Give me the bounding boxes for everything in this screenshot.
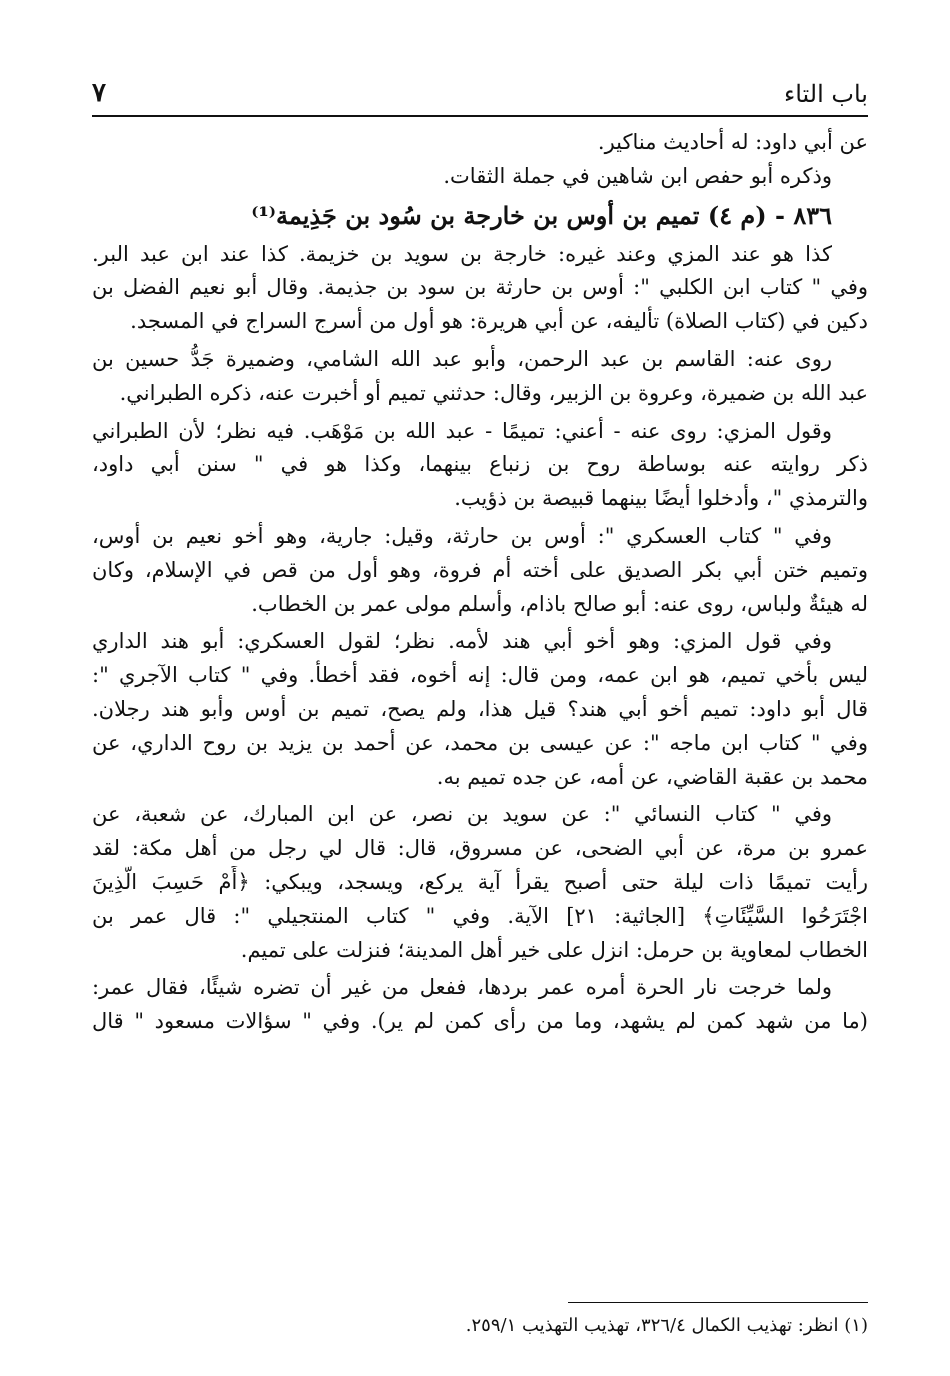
text-line: الخطاب لمعاوية بن حرمل: انزل على خير أهل المدينة؛ فنزلت على تميم. xyxy=(240,937,868,962)
text-line: ليس بأخي تميم، هو ابن عمه، ومن قال: إنه أخوه، فقد أخطأ. وفي " كتاب الآجري ": xyxy=(92,663,868,688)
text-line: وفي " كتاب ابن الكلبي ": أوس بن حارثة بن سود بن جذيمة. وقال أبو نعيم الفضل بن xyxy=(92,275,868,300)
text-line: ذكر روايته عنه بوساطة روح بن زنباع بينهما، وكذا هو في " سنن أبي داود، xyxy=(92,452,868,477)
text-line: دكين في (كتاب الصلاة) تأليفه، عن أبي هريرة: هو أول من أسرج السراج في المسجد. xyxy=(130,309,868,334)
text-line: قال أبو داود: تميم أخو أبي هند؟ قيل هذا، ولم يصح، تميم بن أوس وأبو هند رجلان. xyxy=(92,696,868,721)
body-text xyxy=(92,126,868,1039)
text-line: عن أبي داود: له أحاديث مناكير. xyxy=(597,130,868,154)
header-divider xyxy=(92,115,868,117)
text-line: عمرو بن مرة، عن أبي الضحى، عن مسروق، قال: قال لي رجل من أهل مكة: لقد xyxy=(92,836,868,861)
text-line: وفي " كتاب العسكري ": أوس بن حارثة، وقيل: جارية، وهو أخو نعيم بن أوس، xyxy=(92,523,832,548)
running-header xyxy=(92,68,868,108)
text-line: والترمذي "، وأدخلوا أيضًا بينهما قبيصة بن ذؤيب. xyxy=(454,486,868,511)
text-line: اجْتَرَحُوا السَّيِّئَاتِ﴾ [الجاثية: ٢١] الآية. وفي " كتاب المنتجيلي ": قال عمر بن xyxy=(92,903,868,928)
chapter-title: باب التاء xyxy=(783,80,868,108)
text-line: عبد الله بن ضميرة، وعروة بن الزبير، وقال: حدثني تميم أو أخبرت عنه، ذكره الطبراني. xyxy=(119,380,868,405)
text-line: وفي " كتاب النسائي ": عن سويد بن نصر، عن ابن المبارك، عن شعبة، عن xyxy=(92,802,832,827)
page-number: ٧ xyxy=(92,78,106,108)
text-line: كذا هو عند المزي وعند غيره: خارجة بن سويد بن خزيمة. كذا عند ابن عبد البر. xyxy=(92,241,832,266)
text-line: وفي " كتاب ابن ماجه ": عن عيسى بن محمد، عن أحمد بن يزيد بن روح الداري، عن xyxy=(92,730,868,755)
footnote-divider xyxy=(568,1302,868,1303)
text-line: وفي قول المزي: وهو أخو أبي هند لأمه. نظر؛ لقول العسكري: أبو هند الداري xyxy=(92,629,832,654)
text-line: وقول المزي: روى عنه - أعني: تميمًا - عبد الله بن مَوْهَب. فيه نظر؛ لأن الطبراني xyxy=(92,418,832,443)
text-line: له هيئةٌ ولباس، روى عنه: أبو صالح باذام، وأسلم مولى عمر بن الخطاب. xyxy=(251,591,868,616)
text-line: وذكره أبو حفص ابن شاهين في جملة الثقات. xyxy=(443,163,832,188)
text-line: روى عنه: القاسم بن عبد الرحمن، وأبو عبد الله الشامي، وضميرة جَدُّ حسين بن xyxy=(92,346,832,371)
text-line: رأيت تميمًا ذات ليلة حتى أصبح يقرأ آية يركع، ويسجد، ويبكي: ﴿أَمْ حَسِبَ الَّذِينَ xyxy=(92,869,868,894)
text-line: ولما خرجت نار الحرة أمره عمر بردها، ففعل من غير أن تضره شيئًا، فقال عمر: xyxy=(92,975,832,1000)
text-line: محمد بن عقبة القاضي، عن أمه، عن جده تميم به. xyxy=(436,764,868,789)
text-line: (ما من شهد كمن لم يشهد، وما من رأى كمن لم ير). وفي " سؤالات مسعود " قال xyxy=(92,1009,868,1034)
text-line: وتميم ختن أبي بكر الصديق على أخته أم فروة، وهو أول من قص في الإسلام، وكان xyxy=(92,557,868,582)
footnote: (١) انظر: تهذيب الكمال ٣٢٦/٤، تهذيب التهذيب ٢٥٩/١. xyxy=(465,1315,868,1336)
entry-heading: ٨٣٦ - (م ٤) تميم بن أوس بن خارجة بن سُود بن جَذِيمة⁽¹⁾ xyxy=(251,200,832,230)
